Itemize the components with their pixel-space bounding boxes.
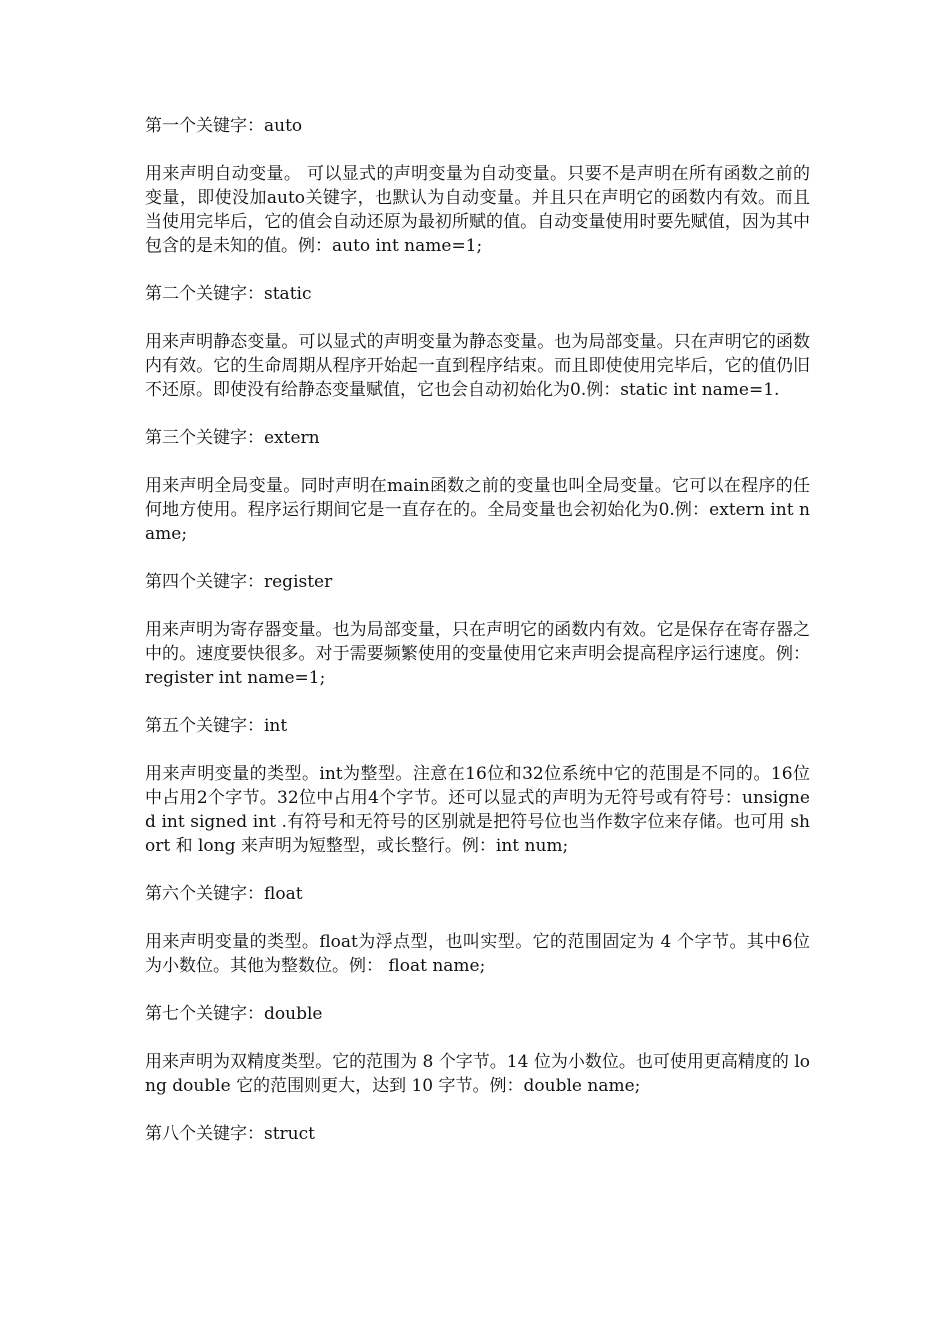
section-heading-int: 第五个关键字：int xyxy=(145,716,288,736)
section-body-double: 用来声明为双精度类型。它的范围为 8 个字节。14 位为小数位。也可使用更高精度的 long double 它的范围则更大，达到 10 字节。例：double name; xyxy=(145,1052,810,1096)
section-heading-float: 第六个关键字：float xyxy=(145,884,303,904)
document-content xyxy=(145,114,810,1170)
section-body-static: 用来声明静态变量。可以显式的声明变量为静态变量。也为局部变量。只在声明它的函数内有效。它的生命周期从程序开始起一直到程序结束。而且即使使用完毕后，它的值仍旧不还原。即使没有给静态变量赋值，它也会自动初始化为0.例：static int name=1. xyxy=(145,332,810,400)
section-body-int: 用来声明变量的类型。int为整型。注意在16位和32位系统中它的范围是不同的。16位中占用2个字节。32位中占用4个字节。还可以显式的声明为无符号或有符号：unsigned int signed int .有符号和无符号的区别就是把符号位也当作数字位来存储。也可用 short 和 long 来声明为短整型，或长整行。例：int num; xyxy=(145,764,810,856)
section-heading-extern: 第三个关键字：extern xyxy=(145,428,320,448)
section-heading-register: 第四个关键字：register xyxy=(145,572,333,592)
section-heading-auto: 第一个关键字：auto xyxy=(145,116,303,136)
section-heading-double: 第七个关键字：double xyxy=(145,1004,323,1024)
section-body-extern: 用来声明全局变量。同时声明在main函数之前的变量也叫全局变量。它可以在程序的任何地方使用。程序运行期间它是一直存在的。全局变量也会初始化为0.例：extern int name; xyxy=(145,476,810,544)
section-heading-struct: 第八个关键字：struct xyxy=(145,1124,315,1144)
section-body-float: 用来声明变量的类型。float为浮点型，也叫实型。它的范围固定为 4 个字节。其中6位为小数位。其他为整数位。例： float name; xyxy=(145,932,810,976)
section-body-auto: 用来声明自动变量。 可以显式的声明变量为自动变量。只要不是声明在所有函数之前的变量，即使没加auto关键字，也默认为自动变量。并且只在声明它的函数内有效。而且当使用完毕后，它的值会自动还原为最初所赋的值。自动变量使用时要先赋值，因为其中包含的是未知的值。例：auto int name=1; xyxy=(145,164,810,256)
section-body-register: 用来声明为寄存器变量。也为局部变量，只在声明它的函数内有效。它是保存在寄存器之中的。速度要快很多。对于需要频繁使用的变量使用它来声明会提高程序运行速度。例：register int name=1; xyxy=(145,620,810,688)
section-heading-static: 第二个关键字：static xyxy=(145,284,312,304)
